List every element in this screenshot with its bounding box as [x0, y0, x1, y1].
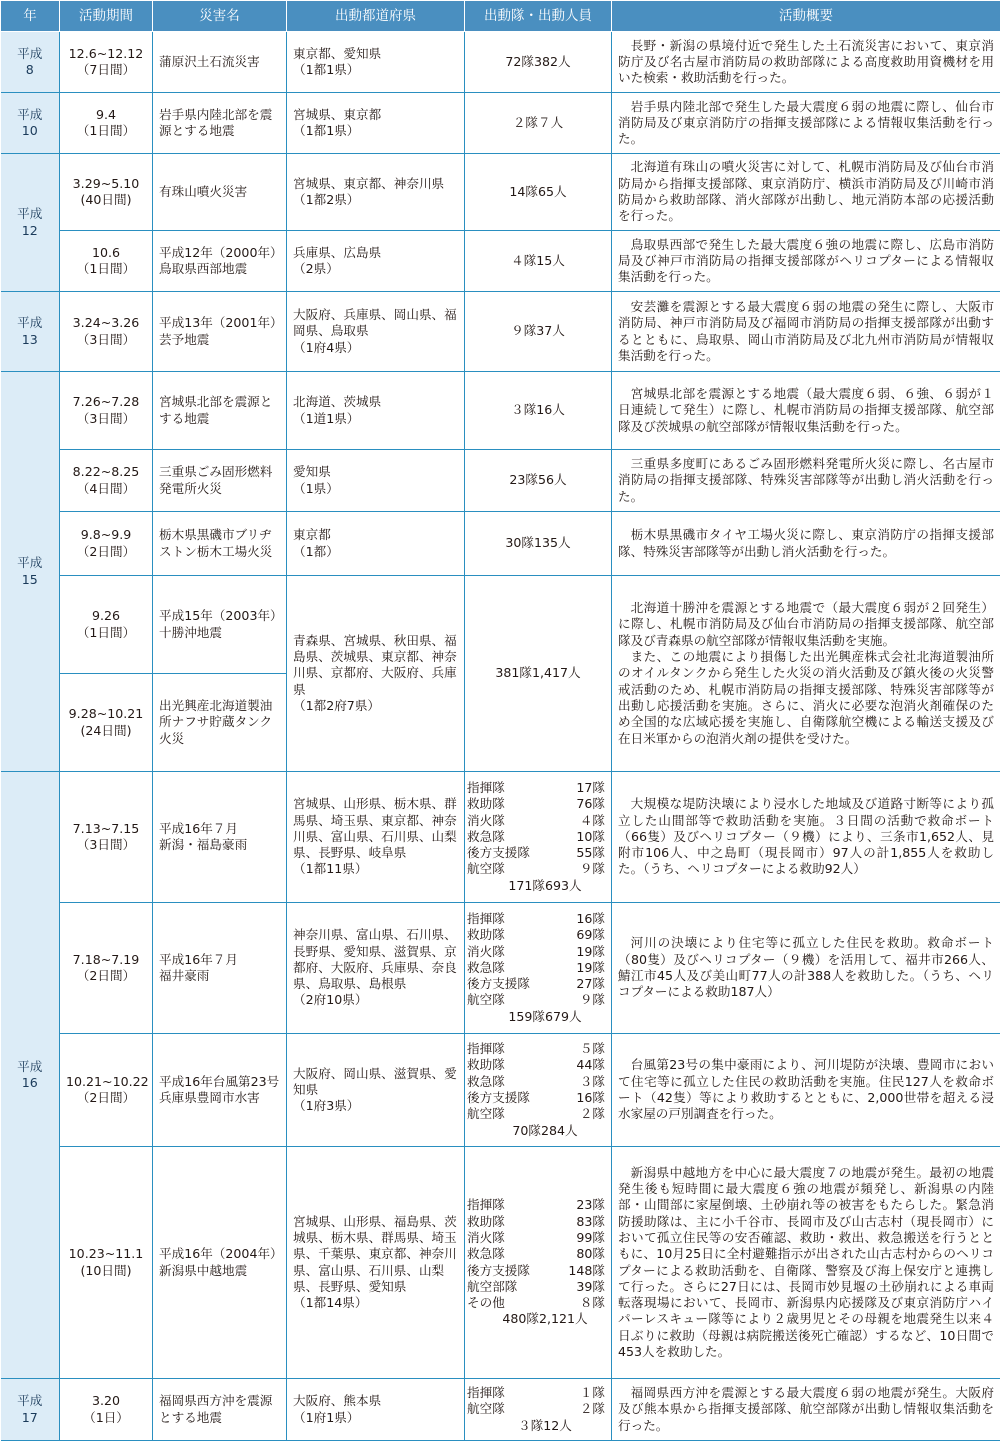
disaster-name-cell: 平成12年（2000年） 鳥取県西部地震 — [153, 231, 287, 292]
summary-cell: 三重県多度町にあるごみ固形燃料発電所火災に際し、名古屋市消防局の指揮支援部隊、特殊災害部隊等が出動し消火活動を行った。 — [612, 450, 1000, 512]
summary-cell: 北海道十勝沖を震源とする地震で（最大震度６弱が２回発生）に際し、札幌市消防局及び仙台市消防局の指揮支援部隊、航空部隊及び青森県の航空部隊が情報収集活動を実施。 また、この地震により損傷した出光興産株式会社北海道製油所のオイルタンクから発生した火災の消火活動及び鎮火後の火災警戒活動のため、札幌市消防局の指揮支援部隊、特殊災害部隊等が出動し応援活動を実施。さらに、消火に必要な泡消火剤確保のため全国的な広域応援を実施し、自衛隊航空機による輸送支援及び在日米軍からの泡消火剤の提供を受けた。 — [612, 576, 1000, 772]
units-cell: ４隊15人 — [465, 231, 612, 292]
year-cell: 平成 16 — [1, 772, 60, 1379]
unit-line: 消火隊 99隊 — [467, 1229, 605, 1245]
year-cell: 平成 12 — [1, 154, 60, 292]
summary-cell: 宮城県北部を震源とする地震（最大震度６弱、６強、６弱が１日連続して発生）に際し、札幌市消防局の指揮支援部隊、航空部隊及び茨城県の航空部隊が情報収集活動を行った。 — [612, 372, 1000, 450]
summary-cell: 河川の決壊により住宅等に孤立した住民を救助。救命ボート（80隻）及びヘリコプター（９機）を活用して、福井市266人、鯖江市45人及び美山町77人の計388人を救助した。（うち、ヘリコプターによる救助187人） — [612, 903, 1000, 1034]
prefectures-cell: 宮城県、山形県、栃木県、群馬県、埼玉県、東京都、神奈川県、富山県、石川県、山梨県、長野県、岐阜県 （1都11県） — [287, 772, 465, 903]
period-cell: 12.6~12.12 （7日間） — [60, 32, 153, 93]
disaster-name-cell: 有珠山噴火災害 — [153, 154, 287, 231]
unit-line: 救助隊 83隊 — [467, 1213, 605, 1229]
year-cell: 平成 17 — [1, 1379, 60, 1441]
header-disaster: 災害名 — [153, 1, 287, 32]
unit-line: 救助隊 44隊 — [467, 1057, 605, 1073]
units-cell — [465, 1034, 612, 1147]
unit-line: 救助隊 76隊 — [467, 796, 605, 812]
period-cell: 9.8~9.9 （2日間） — [60, 512, 153, 576]
table-row — [1, 372, 1000, 450]
summary-cell: 安芸灘を震源とする最大震度６弱の地震の発生に際し、大阪市消防局、神戸市消防局及び福岡市消防局の指揮支援部隊が出動するとともに、鳥取県、岡山市消防局及び北九州市消防局が情報収集活動を行った。 — [612, 292, 1000, 372]
year-cell: 平成 8 — [1, 32, 60, 93]
units-cell — [465, 1379, 612, 1441]
summary-cell: 長野・新潟の県境付近で発生した土石流災害において、東京消防庁及び名古屋市消防局の救助部隊による高度救助用資機材を用いた検索・救助活動を行った。 — [612, 32, 1000, 93]
unit-line: 指揮隊 17隊 — [467, 779, 605, 795]
header-summary: 活動概要 — [612, 1, 1000, 32]
prefectures-cell: 北海道、茨城県 （1道1県） — [287, 372, 465, 450]
year-cell: 平成 13 — [1, 292, 60, 372]
header-period: 活動期間 — [60, 1, 153, 32]
disaster-name-cell: 三重県ごみ固形燃料発電所火災 — [153, 450, 287, 512]
table-row — [1, 450, 1000, 512]
table-row — [1, 231, 1000, 292]
unit-line: 救急隊 80隊 — [467, 1246, 605, 1262]
table-row — [1, 903, 1000, 1034]
summary-cell: 福岡県西方沖を震源とする最大震度６弱の地震が発生。大阪府及び熊本県から指揮支援部隊、航空部隊が出動し情報収集活動を行った。 — [612, 1379, 1000, 1441]
year-cell: 平成 10 — [1, 93, 60, 154]
period-cell: 9.28~10.21 (24日間) — [60, 674, 153, 772]
disaster-name-cell: 平成16年台風第23号 兵庫県豊岡市水害 — [153, 1034, 287, 1147]
header-row — [1, 1, 1000, 32]
summary-cell: 北海道有珠山の噴火災害に対して、札幌市消防局及び仙台市消防局から指揮支援部隊、東京消防庁、横浜市消防局及び川崎市消防局から救助部隊、消火部隊が出動し、地元消防本部の応援活動を行った。 — [612, 154, 1000, 231]
summary-cell: 大規模な堤防決壊により浸水した地域及び道路寸断等により孤立した山間部等で救助活動を実施。３日間の活動で救命ボート（66隻）及びヘリコプター（９機）により、三条市1,652人、見附市106人、中之島町（現長岡市）97人の計1,855人を救助した。（うち、ヘリコプターによる救助92人） — [612, 772, 1000, 903]
table-row — [1, 32, 1000, 93]
unit-line: 後方支援隊 16隊 — [467, 1090, 605, 1105]
unit-line: 指揮隊 １隊 — [467, 1385, 605, 1401]
table-row — [1, 154, 1000, 231]
units-cell — [465, 1147, 612, 1379]
unit-line: 指揮隊 ５隊 — [467, 1041, 605, 1057]
table-row — [1, 1034, 1000, 1147]
prefectures-cell: 愛知県 （1県） — [287, 450, 465, 512]
prefectures-cell: 東京都 （1都） — [287, 512, 465, 576]
prefectures-cell: 兵庫県、広島県 （2県） — [287, 231, 465, 292]
units-cell: 30隊135人 — [465, 512, 612, 576]
disaster-name-cell: 蒲原沢土石流災害 — [153, 32, 287, 93]
table-row — [1, 292, 1000, 372]
unit-total: 480隊2,121人 — [502, 1311, 588, 1327]
units-cell: 381隊1,417人 — [465, 576, 612, 772]
unit-line: 指揮隊 23隊 — [467, 1197, 605, 1213]
year-cell: 平成 15 — [1, 372, 60, 772]
units-cell — [465, 903, 612, 1034]
prefectures-cell: 神奈川県、富山県、石川県、長野県、愛知県、滋賀県、京都府、大阪府、兵庫県、奈良県、鳥取県、島根県 （2府10県） — [287, 903, 465, 1034]
prefectures-cell: 大阪府、兵庫県、岡山県、福岡県、鳥取県 （1府4県） — [287, 292, 465, 372]
prefectures-cell: 東京都、愛知県 （1都1県） — [287, 32, 465, 93]
unit-line: 航空隊 ９隊 — [467, 861, 605, 877]
disaster-name-cell: 平成16年７月 新潟・福島豪雨 — [153, 772, 287, 903]
unit-total: 70隊284人 — [512, 1122, 578, 1138]
table-row — [1, 576, 1000, 674]
unit-line: その他 ８隊 — [467, 1295, 605, 1311]
unit-total: 171隊693人 — [508, 877, 582, 893]
prefectures-cell: 宮城県、東京都 （1都1県） — [287, 93, 465, 154]
disaster-name-cell: 平成16年（2004年） 新潟県中越地震 — [153, 1147, 287, 1379]
disaster-name-cell: 出光興産北海道製油所ナフサ貯蔵タンク火災 — [153, 674, 287, 772]
period-cell: 10.6 （1日間） — [60, 231, 153, 292]
unit-line: 航空隊 ９隊 — [467, 992, 605, 1008]
unit-total: 159隊679人 — [508, 1008, 582, 1024]
period-cell: 7.26~7.28 （3日間） — [60, 372, 153, 450]
unit-line: 航空隊 ２隊 — [467, 1401, 605, 1417]
prefectures-cell: 宮城県、東京都、神奈川県 （1都2県） — [287, 154, 465, 231]
period-cell: 3.24~3.26 （3日間） — [60, 292, 153, 372]
unit-line: 救急隊 10隊 — [467, 828, 605, 844]
unit-line: 後方支援隊 55隊 — [467, 845, 605, 861]
unit-line: 救急隊 19隊 — [467, 959, 605, 975]
units-cell: ２隊７人 — [465, 93, 612, 154]
unit-line: 救助隊 69隊 — [467, 927, 605, 943]
summary-cell: 栃木県黒磯市タイヤ工場火災に際し、東京消防庁の指揮支援部隊、特殊災害部隊等が出動し消火活動を行った。 — [612, 512, 1000, 576]
disaster-name-cell: 栃木県黒磯市ブリヂストン栃木工場火災 — [153, 512, 287, 576]
summary-cell: 台風第23号の集中豪雨により、河川堤防が決壊、豊岡市において住宅等に孤立した住民の救助活動を実施。住民127人を救命ボート（42隻）等により救助するとともに、2,000世帯を超える浸水家屋の戸別調査を行った。 — [612, 1034, 1000, 1147]
disaster-name-cell: 宮城県北部を震源とする地震 — [153, 372, 287, 450]
period-cell: 10.21~10.22 （2日間） — [60, 1034, 153, 1147]
table-row — [1, 93, 1000, 154]
summary-cell: 新潟県中越地方を中心に最大震度７の地震が発生。最初の地震発生後も短時間に最大震度６強の地震が頻発し、新潟県の内陸部・山間部に家屋倒壊、土砂崩れ等の被害をもたらした。緊急消防援助隊は、主に小千谷市、長岡市及び山古志村（現長岡市）において孤立住民等の安否確認、救助・救出、救急搬送を行うとともに、10月25日に全村避難指示が出された山古志村からのヘリコプターによる救助活動を、自衛隊、警察及び海上保安庁と連携して行った。さらに27日には、長岡市妙見堰の土砂崩れによる車両転落現場において、長岡市、新潟県内応援隊及び東京消防庁ハイパーレスキュー隊等により２歳男児とその母親を地震発生以来４日ぶりに救助（母親は病院搬送後死亡確認）するなど、10日間で453人を救助した。 — [612, 1147, 1000, 1379]
prefectures-cell: 大阪府、岡山県、滋賀県、愛知県 （1府3県） — [287, 1034, 465, 1147]
header-year: 年 — [1, 1, 60, 32]
period-cell: 9.4 （1日間） — [60, 93, 153, 154]
unit-total: ３隊12人 — [518, 1417, 572, 1433]
units-cell: ３隊16人 — [465, 372, 612, 450]
table-row — [1, 1379, 1000, 1441]
period-cell: 10.23~11.1 (10日間) — [60, 1147, 153, 1379]
period-cell: 3.20 （1日） — [60, 1379, 153, 1441]
units-cell: 23隊56人 — [465, 450, 612, 512]
disaster-name-cell: 岩手県内陸北部を震源とする地震 — [153, 93, 287, 154]
units-cell — [465, 772, 612, 903]
unit-line: 後方支援隊 27隊 — [467, 976, 605, 992]
header-units: 出動隊・出動人員 — [465, 1, 612, 32]
unit-line: 後方支援隊 148隊 — [467, 1262, 605, 1278]
period-cell: 7.13~7.15 （3日間） — [60, 772, 153, 903]
table-row — [1, 1147, 1000, 1379]
disaster-name-cell: 平成15年（2003年） 十勝沖地震 — [153, 576, 287, 674]
unit-line: 消火隊 19隊 — [467, 943, 605, 959]
unit-line: 消火隊 ４隊 — [467, 812, 605, 828]
table-row — [1, 512, 1000, 576]
unit-line: 救急隊 ３隊 — [467, 1073, 605, 1089]
summary-cell: 鳥取県西部で発生した最大震度６強の地震に際し、広島市消防局及び神戸市消防局の指揮支援部隊がヘリコプターによる情報収集活動を行った。 — [612, 231, 1000, 292]
disaster-name-cell: 平成16年７月 福井豪雨 — [153, 903, 287, 1034]
units-cell: 72隊382人 — [465, 32, 612, 93]
prefectures-cell: 青森県、宮城県、秋田県、福島県、茨城県、東京都、神奈川県、京都府、大阪府、兵庫県 （1都2府7県） — [287, 576, 465, 772]
prefectures-cell: 宮城県、山形県、福島県、茨城県、栃木県、群馬県、埼玉県、千葉県、東京都、神奈川県、富山県、石川県、山梨県、長野県、愛知県 （1都14県） — [287, 1147, 465, 1379]
period-cell: 9.26 （1日間） — [60, 576, 153, 674]
unit-line: 航空部隊 39隊 — [467, 1278, 605, 1294]
period-cell: 3.29~5.10 (40日間) — [60, 154, 153, 231]
units-cell: ９隊37人 — [465, 292, 612, 372]
disaster-name-cell: 平成13年（2001年） 芸予地震 — [153, 292, 287, 372]
period-cell: 8.22~8.25 （4日間） — [60, 450, 153, 512]
unit-line: 指揮隊 16隊 — [467, 910, 605, 926]
disaster-name-cell: 福岡県西方沖を震源とする地震 — [153, 1379, 287, 1441]
units-cell: 14隊65人 — [465, 154, 612, 231]
unit-line: 航空隊 ２隊 — [467, 1106, 605, 1122]
header-prefectures: 出動都道府県 — [287, 1, 465, 32]
period-cell: 7.18~7.19 （2日間） — [60, 903, 153, 1034]
table-row — [1, 772, 1000, 903]
prefectures-cell: 大阪府、熊本県 （1府1県） — [287, 1379, 465, 1441]
summary-cell: 岩手県内陸北部で発生した最大震度６弱の地震に際し、仙台市消防局及び東京消防庁の指揮支援部隊による情報収集活動を行った。 — [612, 93, 1000, 154]
